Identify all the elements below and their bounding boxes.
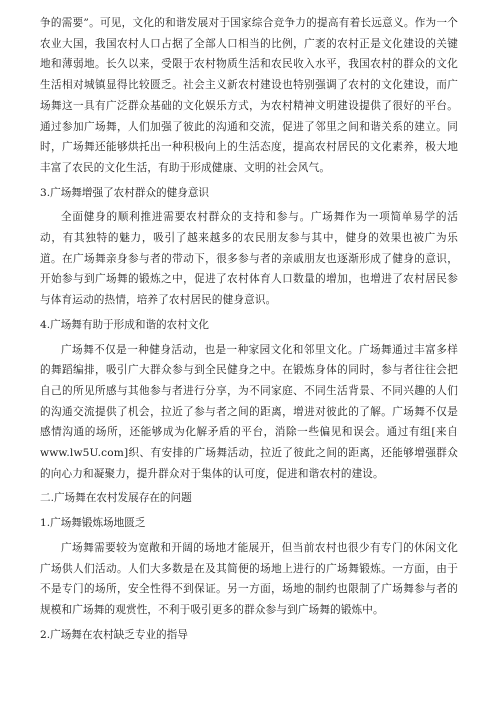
heading-venue-shortage: 1.广场舞锻炼场地匮乏 <box>40 517 146 530</box>
heading-lack-of-guidance: 2.广场舞在农村缺乏专业的指导 <box>40 628 188 641</box>
venue-paragraph: 广场舞需要较为宽敞和开阔的场地才能展开，但当前农村也很少有专门的休闲文化广场供人们活动。人们大多数是在及其简便的场地上进行的广场舞锻炼。一方面，由于不是专门的场所，安全性得不到保证。另一方面，场地的制约也限制了广场舞参与者的规模和广场舞的观赏性，不利于吸引更多的群众参与到广场舞的锻炼中。 <box>40 541 458 616</box>
heading-fitness-awareness: 3.广场舞增强了农村群众的健身意识 <box>40 186 210 199</box>
heading-harmonious-culture: 4.广场舞有助于形成和谐的农村文化 <box>40 318 210 331</box>
intro-paragraph: 争的需要”。可见，文化的和谐发展对于国家综合竞争力的提高有着长远意义。作为一个农业大国，我国农村人口占据了全部人口相当的比例，广袤的农村正是文化建设的关键地和薄弱地。长久以来，受限于农村物质生活和农民收入水平，我国农村的群众的文化生活相对城镇显得比较匮乏。社会主义新农村建设也特别强调了农村的文化建设，而广场舞这一具有广泛群众基础的文化娱乐方式，为农村精神文明建设提供了很好的平台。通过参加广场舞，人们加强了彼此的沟通和交流，促进了邻里之间和谐关系的建立。同时，广场舞还能够烘托出一种积极向上的生活态度，提高农村居民的文化素养，极大地丰富了农民的文化生活，有助于形成健康、文明的社会风气。 <box>40 17 458 174</box>
section-heading-problems: 二.广场舞在农村发展存在的问题 <box>40 492 192 505</box>
fitness-paragraph: 全面健身的顺利推进需要农村群众的支持和参与。广场舞作为一项简单易学的活动，有其独特的魅力，吸引了越来越多的农民朋友参与其中，健身的效果也被广为乐道。在广场舞亲身参与者的带动下，很多参与者的亲戚朋友也逐渐形成了健身的意识，开始参与到广场舞的锻炼之中，促进了农村体育人口数量的增加，也增进了农村居民参与体育运动的热情，培养了农村居民的健身意识。 <box>40 211 458 307</box>
culture-paragraph: 广场舞不仅是一种健身活动，也是一种家园文化和邻里文化。广场舞通过丰富多样的舞蹈编排，吸引广大群众参与到全民健身之中。在锻炼身体的同时，参与者往往会把自己的所见所感与其他参与者进行分享，为不同家庭、不同生活背景、不同兴趣的人们的沟通交流提供了机会，拉近了参与者之间的距离，增进对彼此的了解。广场舞不仅是感情沟通的场所，还能够成为化解矛盾的平台，消除一些偏见和误会。通过有组[来自www.lw5U.com]织、有安排的广场舞活动，拉近了彼此之间的距离，还能够增强群众的向心力和凝聚力，提升群众对于集体的认可度，促进和谐农村的建设。 <box>40 343 458 480</box>
